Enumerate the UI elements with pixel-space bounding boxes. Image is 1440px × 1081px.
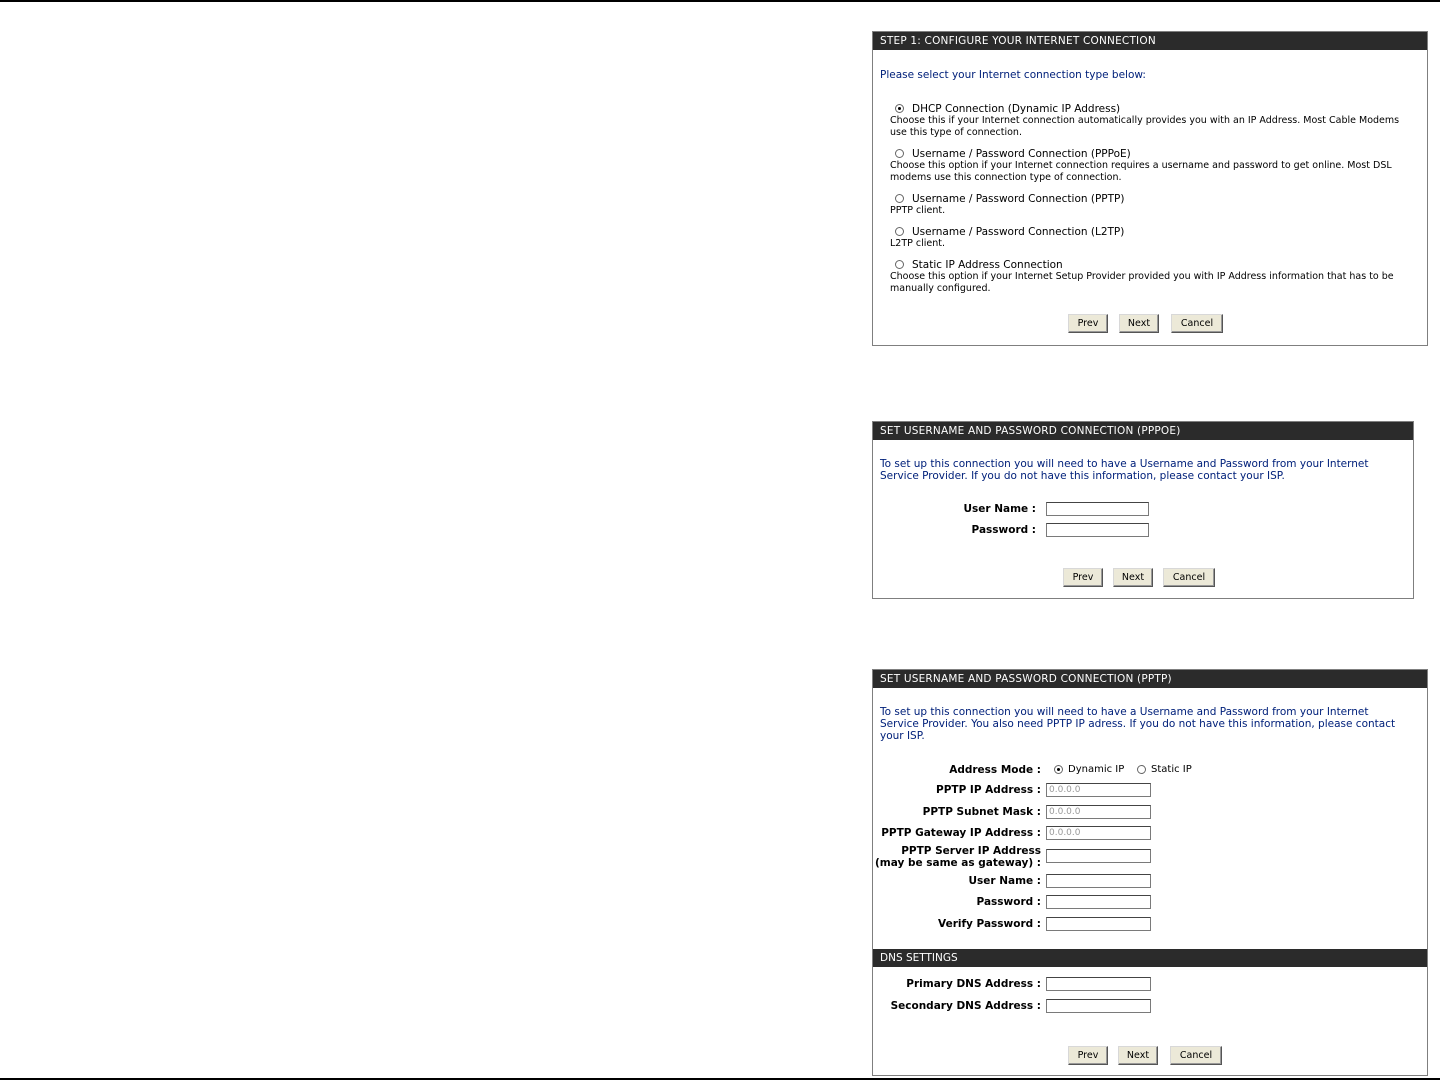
step1-prev-button[interactable]: Prev <box>1068 314 1108 333</box>
step1-next-button[interactable]: Next <box>1119 314 1159 333</box>
pppoe-header: SET USERNAME AND PASSWORD CONNECTION (PPPOE) <box>873 422 1413 440</box>
step1-panel <box>872 31 1428 346</box>
pptp-gateway-input[interactable] <box>1046 826 1151 840</box>
bottom-rule <box>0 1078 1440 1080</box>
pppoe-intro: To set up this connection you will need to have a Username and Password from your Internet Service Provider. If you do not have this information, please contact your ISP. <box>880 458 1369 482</box>
address-mode-label: Address Mode : <box>949 764 1041 776</box>
option-l2tp[interactable] <box>889 225 1413 250</box>
pptp-username-label: User Name : <box>968 875 1041 887</box>
pppoe-label: Username / Password Connection (PPPoE) <box>912 147 1131 160</box>
pptp-username-input[interactable] <box>1046 874 1151 888</box>
pppoe-password-label: Password : <box>971 524 1036 536</box>
pptp-next-button[interactable]: Next <box>1118 1046 1158 1065</box>
static-label: Static IP Address Connection <box>912 258 1063 271</box>
pptp-panel <box>872 669 1428 1076</box>
dns-settings-header: DNS SETTINGS <box>873 949 1427 967</box>
secondary-dns-input[interactable] <box>1046 999 1151 1013</box>
pptp-radio[interactable] <box>895 194 904 203</box>
dynamic-ip-radio[interactable] <box>1054 765 1063 774</box>
pppoe-cancel-button[interactable]: Cancel <box>1163 568 1215 587</box>
static-ip-radio[interactable] <box>1137 765 1146 774</box>
pptp-gateway-label: PPTP Gateway IP Address : <box>881 827 1041 839</box>
pppoe-username-label: User Name : <box>963 503 1036 515</box>
pptp-mask-label: PPTP Subnet Mask : <box>922 806 1041 818</box>
static-desc: Choose this option if your Internet Setup Provider provided you with IP Address information that has to be manually configured. <box>890 271 1394 294</box>
pptp-ip-input[interactable] <box>1046 783 1151 797</box>
pppoe-next-button[interactable]: Next <box>1113 568 1153 587</box>
static-radio[interactable] <box>895 260 904 269</box>
secondary-dns-label: Secondary DNS Address : <box>890 1000 1041 1012</box>
pptp-mask-input[interactable] <box>1046 805 1151 819</box>
mode-static-option[interactable] <box>1137 764 1192 775</box>
option-static[interactable] <box>889 258 1413 294</box>
static-ip-label: Static IP <box>1151 764 1192 775</box>
pptp-server-label-line2: (may be same as gateway) : <box>874 857 1041 869</box>
pptp-server-label-line1: PPTP Server IP Address <box>901 845 1041 857</box>
l2tp-label: Username / Password Connection (L2TP) <box>912 225 1125 238</box>
step1-cancel-button[interactable]: Cancel <box>1171 314 1223 333</box>
pptp-password-label: Password : <box>976 896 1041 908</box>
l2tp-radio[interactable] <box>895 227 904 236</box>
pptp-cancel-button[interactable]: Cancel <box>1170 1046 1222 1065</box>
pppoe-password-input[interactable] <box>1046 523 1149 537</box>
dhcp-radio[interactable] <box>895 104 904 113</box>
pppoe-prev-button[interactable]: Prev <box>1063 568 1103 587</box>
primary-dns-input[interactable] <box>1046 977 1151 991</box>
pptp-desc: PPTP client. <box>890 205 946 216</box>
mode-dynamic-option[interactable] <box>1054 764 1124 775</box>
step1-header: STEP 1: CONFIGURE YOUR INTERNET CONNECTION <box>873 32 1427 50</box>
pptp-verify-password-label: Verify Password : <box>938 918 1041 930</box>
pptp-prev-button[interactable]: Prev <box>1068 1046 1108 1065</box>
pptp-verify-password-input[interactable] <box>1046 917 1151 931</box>
top-rule <box>0 0 1440 2</box>
dynamic-ip-label: Dynamic IP <box>1068 764 1125 775</box>
primary-dns-label: Primary DNS Address : <box>906 978 1041 990</box>
pptp-password-input[interactable] <box>1046 895 1151 909</box>
l2tp-desc: L2TP client. <box>890 238 946 249</box>
pptp-server-input[interactable] <box>1046 849 1151 863</box>
pptp-label: Username / Password Connection (PPTP) <box>912 192 1125 205</box>
step1-intro: Please select your Internet connection type below: <box>880 69 1146 81</box>
option-dhcp[interactable] <box>889 102 1413 138</box>
pppoe-desc: Choose this option if your Internet connection requires a username and password to get online. Most DSL modems use this connection type of connection. <box>890 160 1392 183</box>
pppoe-panel <box>872 421 1414 599</box>
dhcp-label: DHCP Connection (Dynamic IP Address) <box>912 102 1121 115</box>
pppoe-username-input[interactable] <box>1046 502 1149 516</box>
pptp-header: SET USERNAME AND PASSWORD CONNECTION (PPTP) <box>873 670 1427 688</box>
dhcp-desc: Choose this if your Internet connection automatically provides you with an IP Address. Most Cable Modems use this type of connection. <box>890 115 1400 138</box>
pppoe-radio[interactable] <box>895 149 904 158</box>
pptp-ip-label: PPTP IP Address : <box>936 784 1041 796</box>
pptp-intro: To set up this connection you will need to have a Username and Password from your Internet Service Provider. You also need PPTP IP adress. If you do not have this information, please contact your ISP. <box>880 706 1396 742</box>
option-pppoe[interactable] <box>889 147 1413 183</box>
option-pptp[interactable] <box>889 192 1413 217</box>
